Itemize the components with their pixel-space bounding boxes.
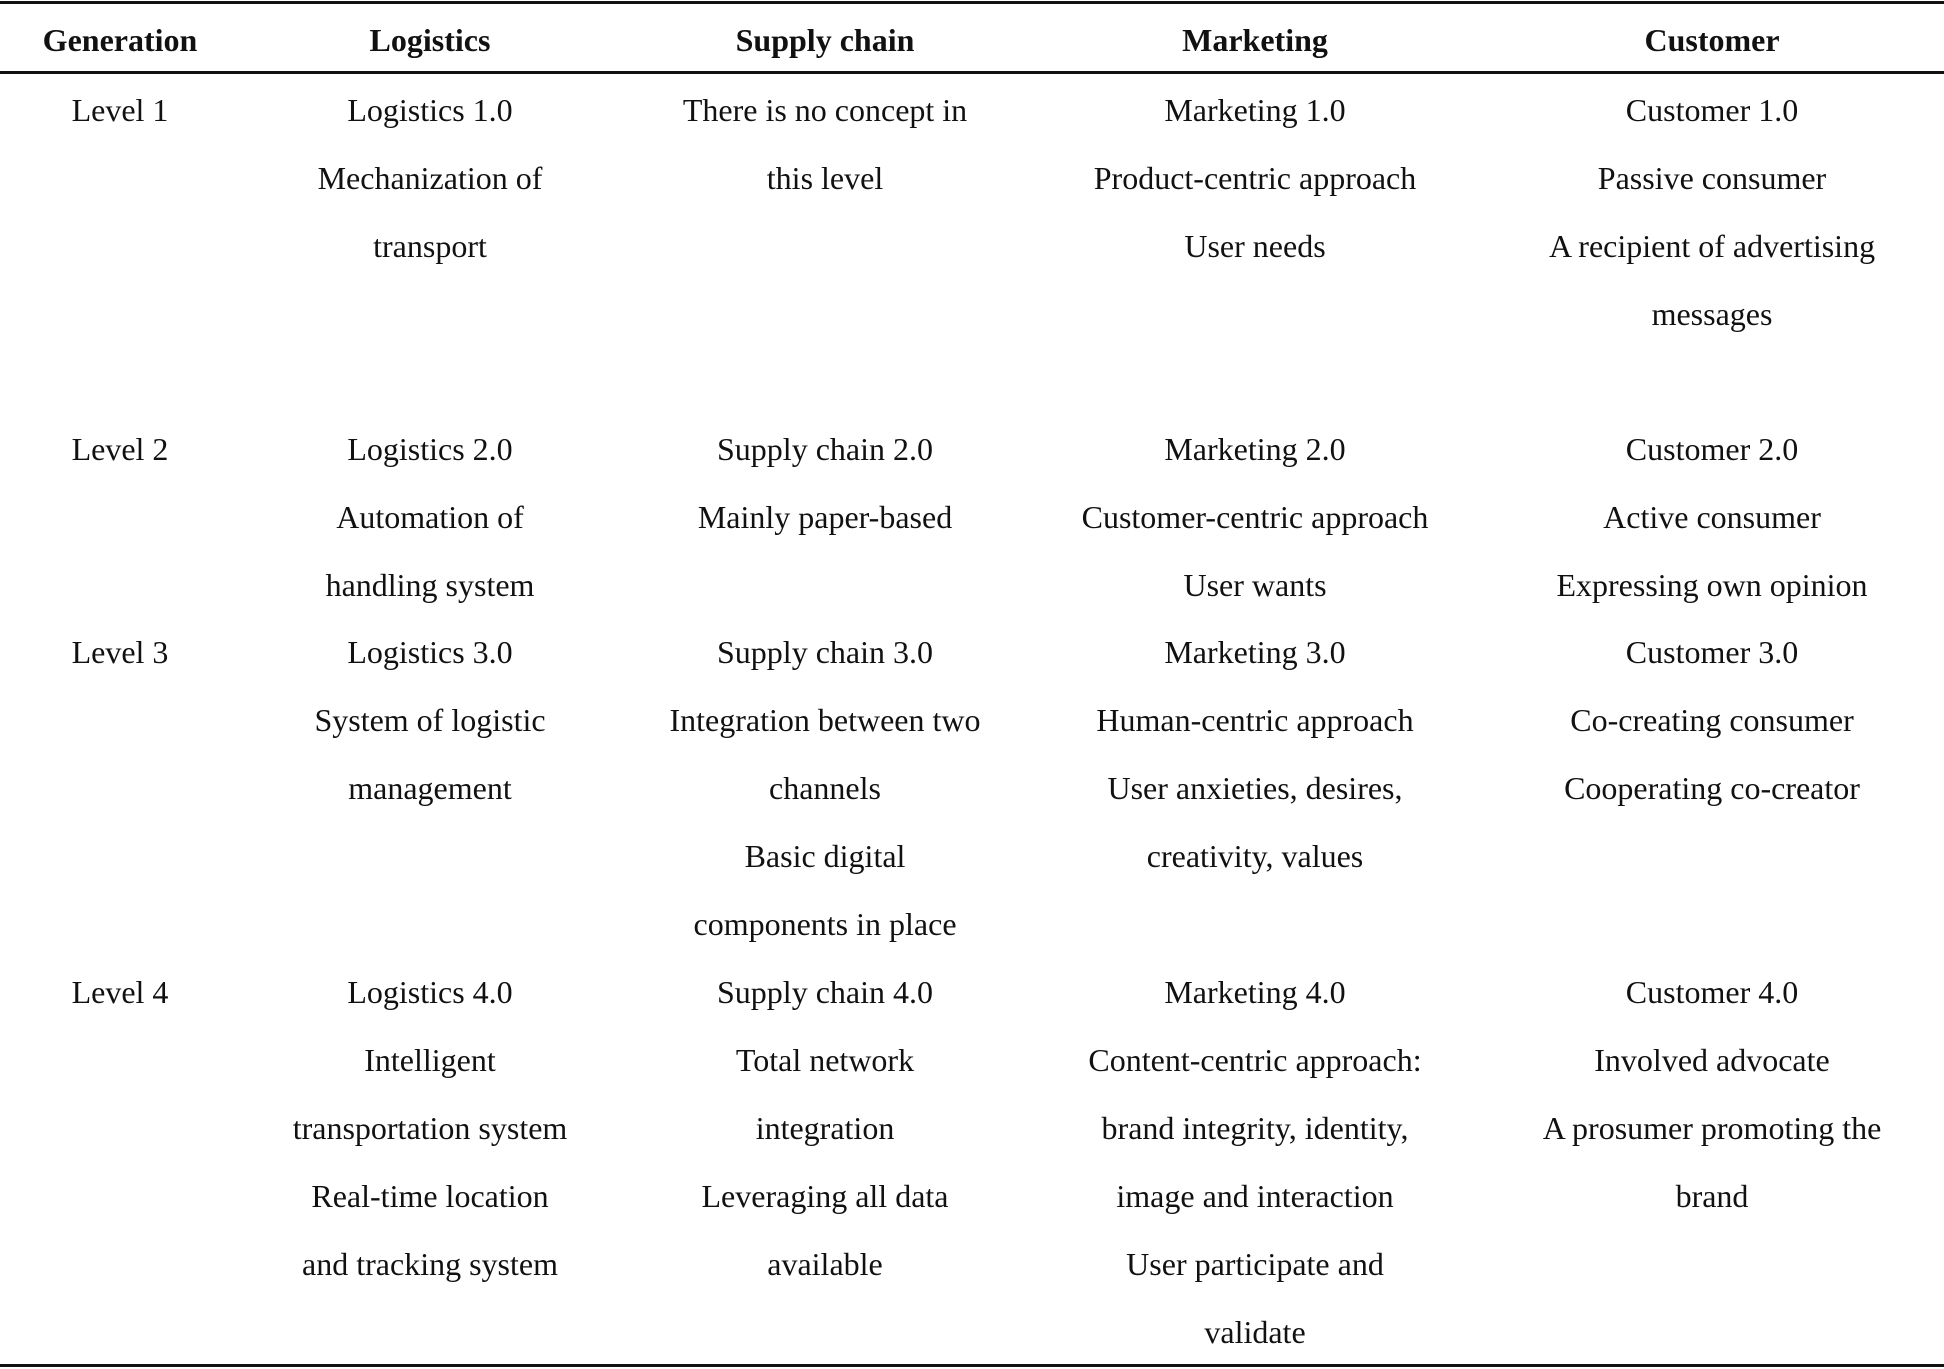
cell-marketing: Marketing 2.0 Customer-centric approach User wants <box>1081 431 1429 603</box>
cell-logistics: Logistics 4.0 Intelligent transportation system Real-time location and tracking system <box>292 974 568 1282</box>
cell-supply-chain: Supply chain 3.0 Integration between two channels Basic digital components in place <box>669 634 981 942</box>
cell-generation: Level 1 <box>71 92 169 128</box>
cell-marketing: Marketing 4.0 Content-centric approach: brand integrity, identity, image and interaction User participate and validate <box>1088 974 1422 1350</box>
header-marketing: Marketing <box>1182 22 1328 58</box>
cell-marketing: Marketing 3.0 Human-centric approach User anxieties, desires, creativity, values <box>1096 634 1414 874</box>
cell-supply-chain: Supply chain 2.0 Mainly paper-based <box>697 431 953 535</box>
cell-marketing: Marketing 1.0 Product-centric approach User needs <box>1093 92 1417 264</box>
cell-generation: Level 3 <box>71 634 169 670</box>
cell-supply-chain: There is no concept in this level <box>682 92 968 196</box>
cell-customer: Customer 4.0 Involved advocate A prosumer promoting the brand <box>1542 974 1882 1214</box>
header-generation: Generation <box>42 22 198 58</box>
cell-generation: Level 4 <box>71 974 169 1010</box>
header-supply-chain: Supply chain <box>735 22 915 58</box>
cell-supply-chain: Supply chain 4.0 Total network integration Leveraging all data available <box>701 974 949 1282</box>
cell-generation: Level 2 <box>71 431 169 467</box>
cell-customer: Customer 3.0 Co-creating consumer Cooperating co-creator <box>1564 634 1860 806</box>
cell-logistics: Logistics 3.0 System of logistic management <box>314 634 546 806</box>
header-rule <box>0 71 1944 74</box>
cell-customer: Customer 2.0 Active consumer Expressing own opinion <box>1556 431 1868 603</box>
cell-customer: Customer 1.0 Passive consumer A recipient of advertising messages <box>1548 92 1876 332</box>
header-customer: Customer <box>1644 22 1780 58</box>
header-logistics: Logistics <box>369 22 491 58</box>
table-top-rule <box>0 1 1944 4</box>
cell-logistics: Logistics 2.0 Automation of handling system <box>325 431 535 603</box>
table-bottom-rule <box>0 1364 1944 1367</box>
cell-logistics: Logistics 1.0 Mechanization of transport <box>317 92 543 264</box>
